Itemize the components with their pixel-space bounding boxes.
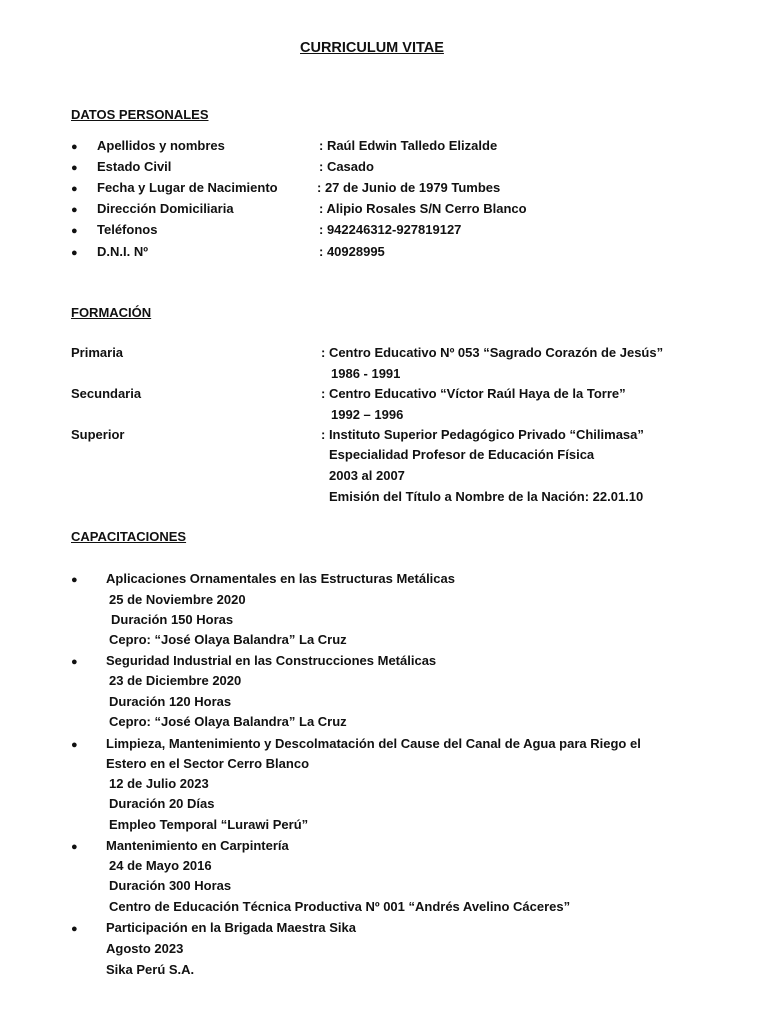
personal-label: Teléfonos — [97, 222, 158, 237]
capacitacion-duration: Duración 120 Horas — [109, 694, 232, 709]
formacion-label-primaria: Primaria — [71, 345, 124, 360]
capacitacion-date: 25 de Noviembre 2020 — [109, 592, 246, 607]
personal-label: Fecha y Lugar de Nacimiento — [97, 180, 278, 195]
page-title: CURRICULUM VITAE — [300, 40, 444, 56]
formacion-label-superior: Superior — [71, 427, 125, 442]
capacitacion-title: Limpieza, Mantenimiento y Descolmatación del Cause del Canal de Agua para Riego el — [106, 736, 641, 751]
section-heading-formacion: FORMACIÓN — [71, 305, 152, 320]
capacitacion-org: Sika Perú S.A. — [106, 962, 195, 977]
bullet-icon: ● — [71, 247, 78, 259]
formacion-line: Emisión del Título a Nombre de la Nación: 22.01.10 — [329, 489, 644, 504]
capacitacion-title-continued: Estero en el Sector Cerro Blanco — [106, 756, 310, 771]
capacitacion-org: Cepro: “José Olaya Balandra” La Cruz — [109, 714, 347, 729]
bullet-icon: ● — [71, 204, 78, 216]
bullet-icon: ● — [71, 183, 78, 195]
capacitacion-date: 23 de Diciembre 2020 — [109, 673, 242, 688]
personal-value: : Casado — [319, 159, 374, 174]
personal-value: : Alipio Rosales S/N Cerro Blanco — [319, 201, 527, 216]
capacitacion-org: Cepro: “José Olaya Balandra” La Cruz — [109, 632, 347, 647]
capacitacion-duration: Duración 300 Horas — [109, 878, 232, 893]
bullet-icon: ● — [71, 841, 78, 853]
capacitacion-duration: Duración 20 Días — [109, 796, 215, 811]
bullet-icon: ● — [71, 162, 78, 174]
formacion-line: 1986 - 1991 — [331, 366, 401, 381]
formacion-line: : Centro Educativo Nº 053 “Sagrado Corazón de Jesús” — [321, 345, 664, 360]
capacitacion-duration: Duración 150 Horas — [111, 612, 234, 627]
capacitacion-date: Agosto 2023 — [106, 941, 184, 956]
formacion-line: : Instituto Superior Pedagógico Privado “Chilimasa” — [321, 427, 644, 442]
capacitacion-org: Centro de Educación Técnica Productiva Nº 001 “Andrés Avelino Cáceres” — [109, 899, 571, 914]
capacitacion-title: Seguridad Industrial en las Construcciones Metálicas — [106, 653, 437, 668]
personal-value: : Raúl Edwin Talledo Elizalde — [319, 138, 498, 153]
capacitacion-title: Participación en la Brigada Maestra Sika — [106, 920, 356, 935]
capacitacion-date: 12 de Julio 2023 — [109, 776, 209, 791]
bullet-icon: ● — [71, 225, 78, 237]
formacion-line: Especialidad Profesor de Educación Física — [329, 447, 595, 462]
section-heading-capacitaciones: CAPACITACIONES — [71, 529, 187, 544]
personal-label: D.N.I. Nº — [97, 244, 148, 259]
personal-label: Estado Civil — [97, 159, 172, 174]
capacitacion-date: 24 de Mayo 2016 — [109, 858, 212, 873]
formacion-line: 1992 – 1996 — [331, 407, 404, 422]
personal-label: Apellidos y nombres — [97, 138, 225, 153]
formacion-line: 2003 al 2007 — [329, 468, 405, 483]
personal-value: : 27 de Junio de 1979 Tumbes — [317, 180, 501, 195]
bullet-icon: ● — [71, 739, 78, 751]
bullet-icon: ● — [71, 656, 78, 668]
capacitacion-title: Mantenimiento en Carpintería — [106, 838, 289, 853]
formacion-line: : Centro Educativo “Víctor Raúl Haya de la Torre” — [321, 386, 626, 401]
capacitacion-org: Empleo Temporal “Lurawi Perú” — [109, 817, 309, 832]
personal-value: : 942246312-927819127 — [319, 222, 462, 237]
bullet-icon: ● — [71, 923, 78, 935]
section-heading-personal: DATOS PERSONALES — [71, 107, 209, 122]
personal-label: Dirección Domiciliaria — [97, 201, 234, 216]
bullet-icon: ● — [71, 574, 78, 586]
personal-value: : 40928995 — [319, 244, 385, 259]
formacion-label-secundaria: Secundaria — [71, 386, 142, 401]
bullet-icon: ● — [71, 141, 78, 153]
capacitacion-title: Aplicaciones Ornamentales en las Estructuras Metálicas — [106, 571, 455, 586]
